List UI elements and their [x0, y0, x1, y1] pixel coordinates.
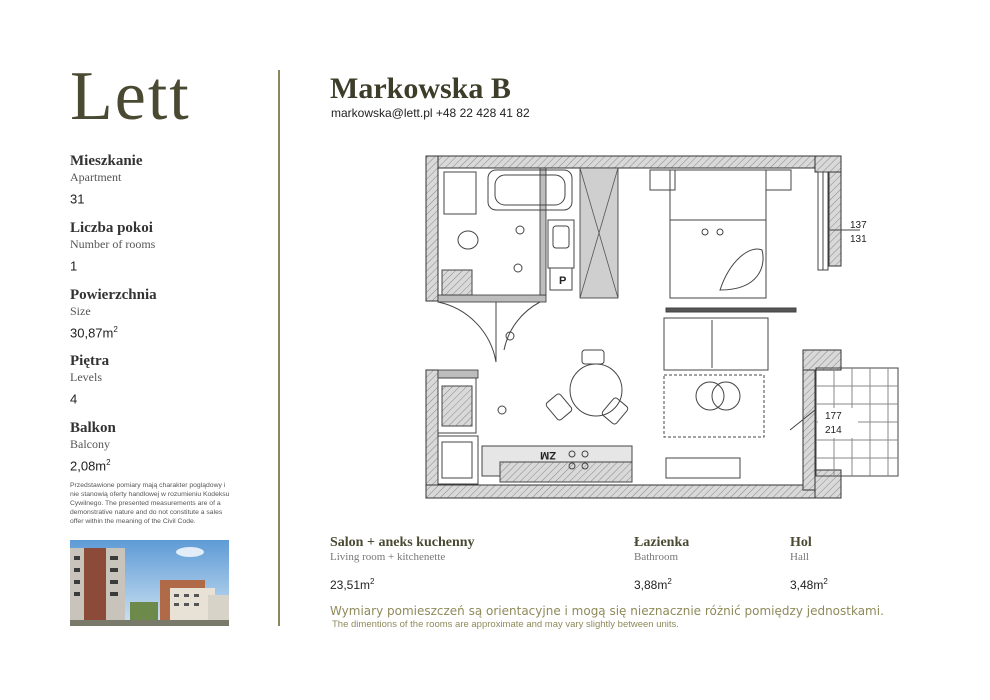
- spec-label-en: Balcony: [70, 437, 110, 451]
- room-bathroom: [634, 535, 689, 592]
- spec-label-en: Apartment: [70, 170, 122, 184]
- contact-info[interactable]: markowska@lett.pl +48 22 428 41 82: [331, 106, 530, 120]
- window-balcony-b: 214: [825, 425, 842, 436]
- spec-label-en: Levels: [70, 370, 102, 384]
- window-top-a: 137: [850, 220, 867, 231]
- brand-logo: Lett: [70, 58, 191, 135]
- plan-label-zm: ZM: [540, 449, 556, 461]
- window-balcony-a: 177: [825, 411, 842, 422]
- room-label-en: Living room + kitchenette: [330, 551, 446, 563]
- project-title: Markowska B: [330, 72, 511, 105]
- spec-value: 1: [70, 258, 78, 274]
- spec-label-en: Number of rooms: [70, 237, 156, 251]
- spec-balcony: [70, 420, 260, 473]
- spec-label-pl: Liczba pokoi: [70, 220, 153, 236]
- room-label-pl: Salon + aneks kuchenny: [330, 535, 475, 550]
- spec-label-pl: Mieszkanie: [70, 153, 143, 169]
- spec-label-pl: Balkon: [70, 420, 116, 436]
- window-top-b: 131: [850, 234, 867, 245]
- note-english: The dimentions of the rooms are approximate and may vary slightly between units.: [332, 619, 679, 630]
- spec-size: [70, 287, 260, 340]
- plan-label-p: P: [559, 275, 567, 287]
- room-label-pl: Łazienka: [634, 535, 690, 550]
- disclaimer-text: Przedstawione pomiary mają charakter poglądowy i nie stanowią oferty handlowej w rozumieniu Kodeksu Cywilnego. The presented measurements are of a demonstrative nature and do not constitute a sales offer within the meaning of the Civil Code.: [70, 482, 230, 525]
- room-area: $3,88m^2$: [634, 577, 672, 592]
- spec-apartment: [70, 153, 260, 206]
- room-label-en: Hall: [790, 551, 809, 563]
- room-label-en: Bathroom: [634, 551, 678, 563]
- vertical-divider: [278, 70, 280, 626]
- room-area: $3,48m^2$: [790, 577, 828, 592]
- building-photo: [70, 540, 229, 626]
- room-hall: [790, 535, 828, 592]
- room-area: $23,51m^2$: [330, 577, 375, 592]
- floor-plan: [420, 150, 910, 502]
- note-polish: Wymiary pomieszczeń są orientacyjne i mogą się nieznacznie różnić pomiędzy jednostkami.: [330, 604, 884, 618]
- spec-value: 4: [70, 391, 78, 407]
- spec-label-en: Size: [70, 304, 91, 318]
- room-living: [330, 535, 475, 592]
- spec-label-pl: Powierzchnia: [70, 287, 157, 303]
- spec-rooms: [70, 220, 260, 273]
- spec-value: $2,08m^2$: [70, 458, 111, 474]
- spec-value: $30,87m^2$: [70, 325, 118, 341]
- spec-label-pl: Piętra: [70, 353, 110, 369]
- spec-levels: [70, 353, 260, 406]
- spec-value: 31: [70, 191, 85, 207]
- room-label-pl: Hol: [790, 535, 812, 550]
